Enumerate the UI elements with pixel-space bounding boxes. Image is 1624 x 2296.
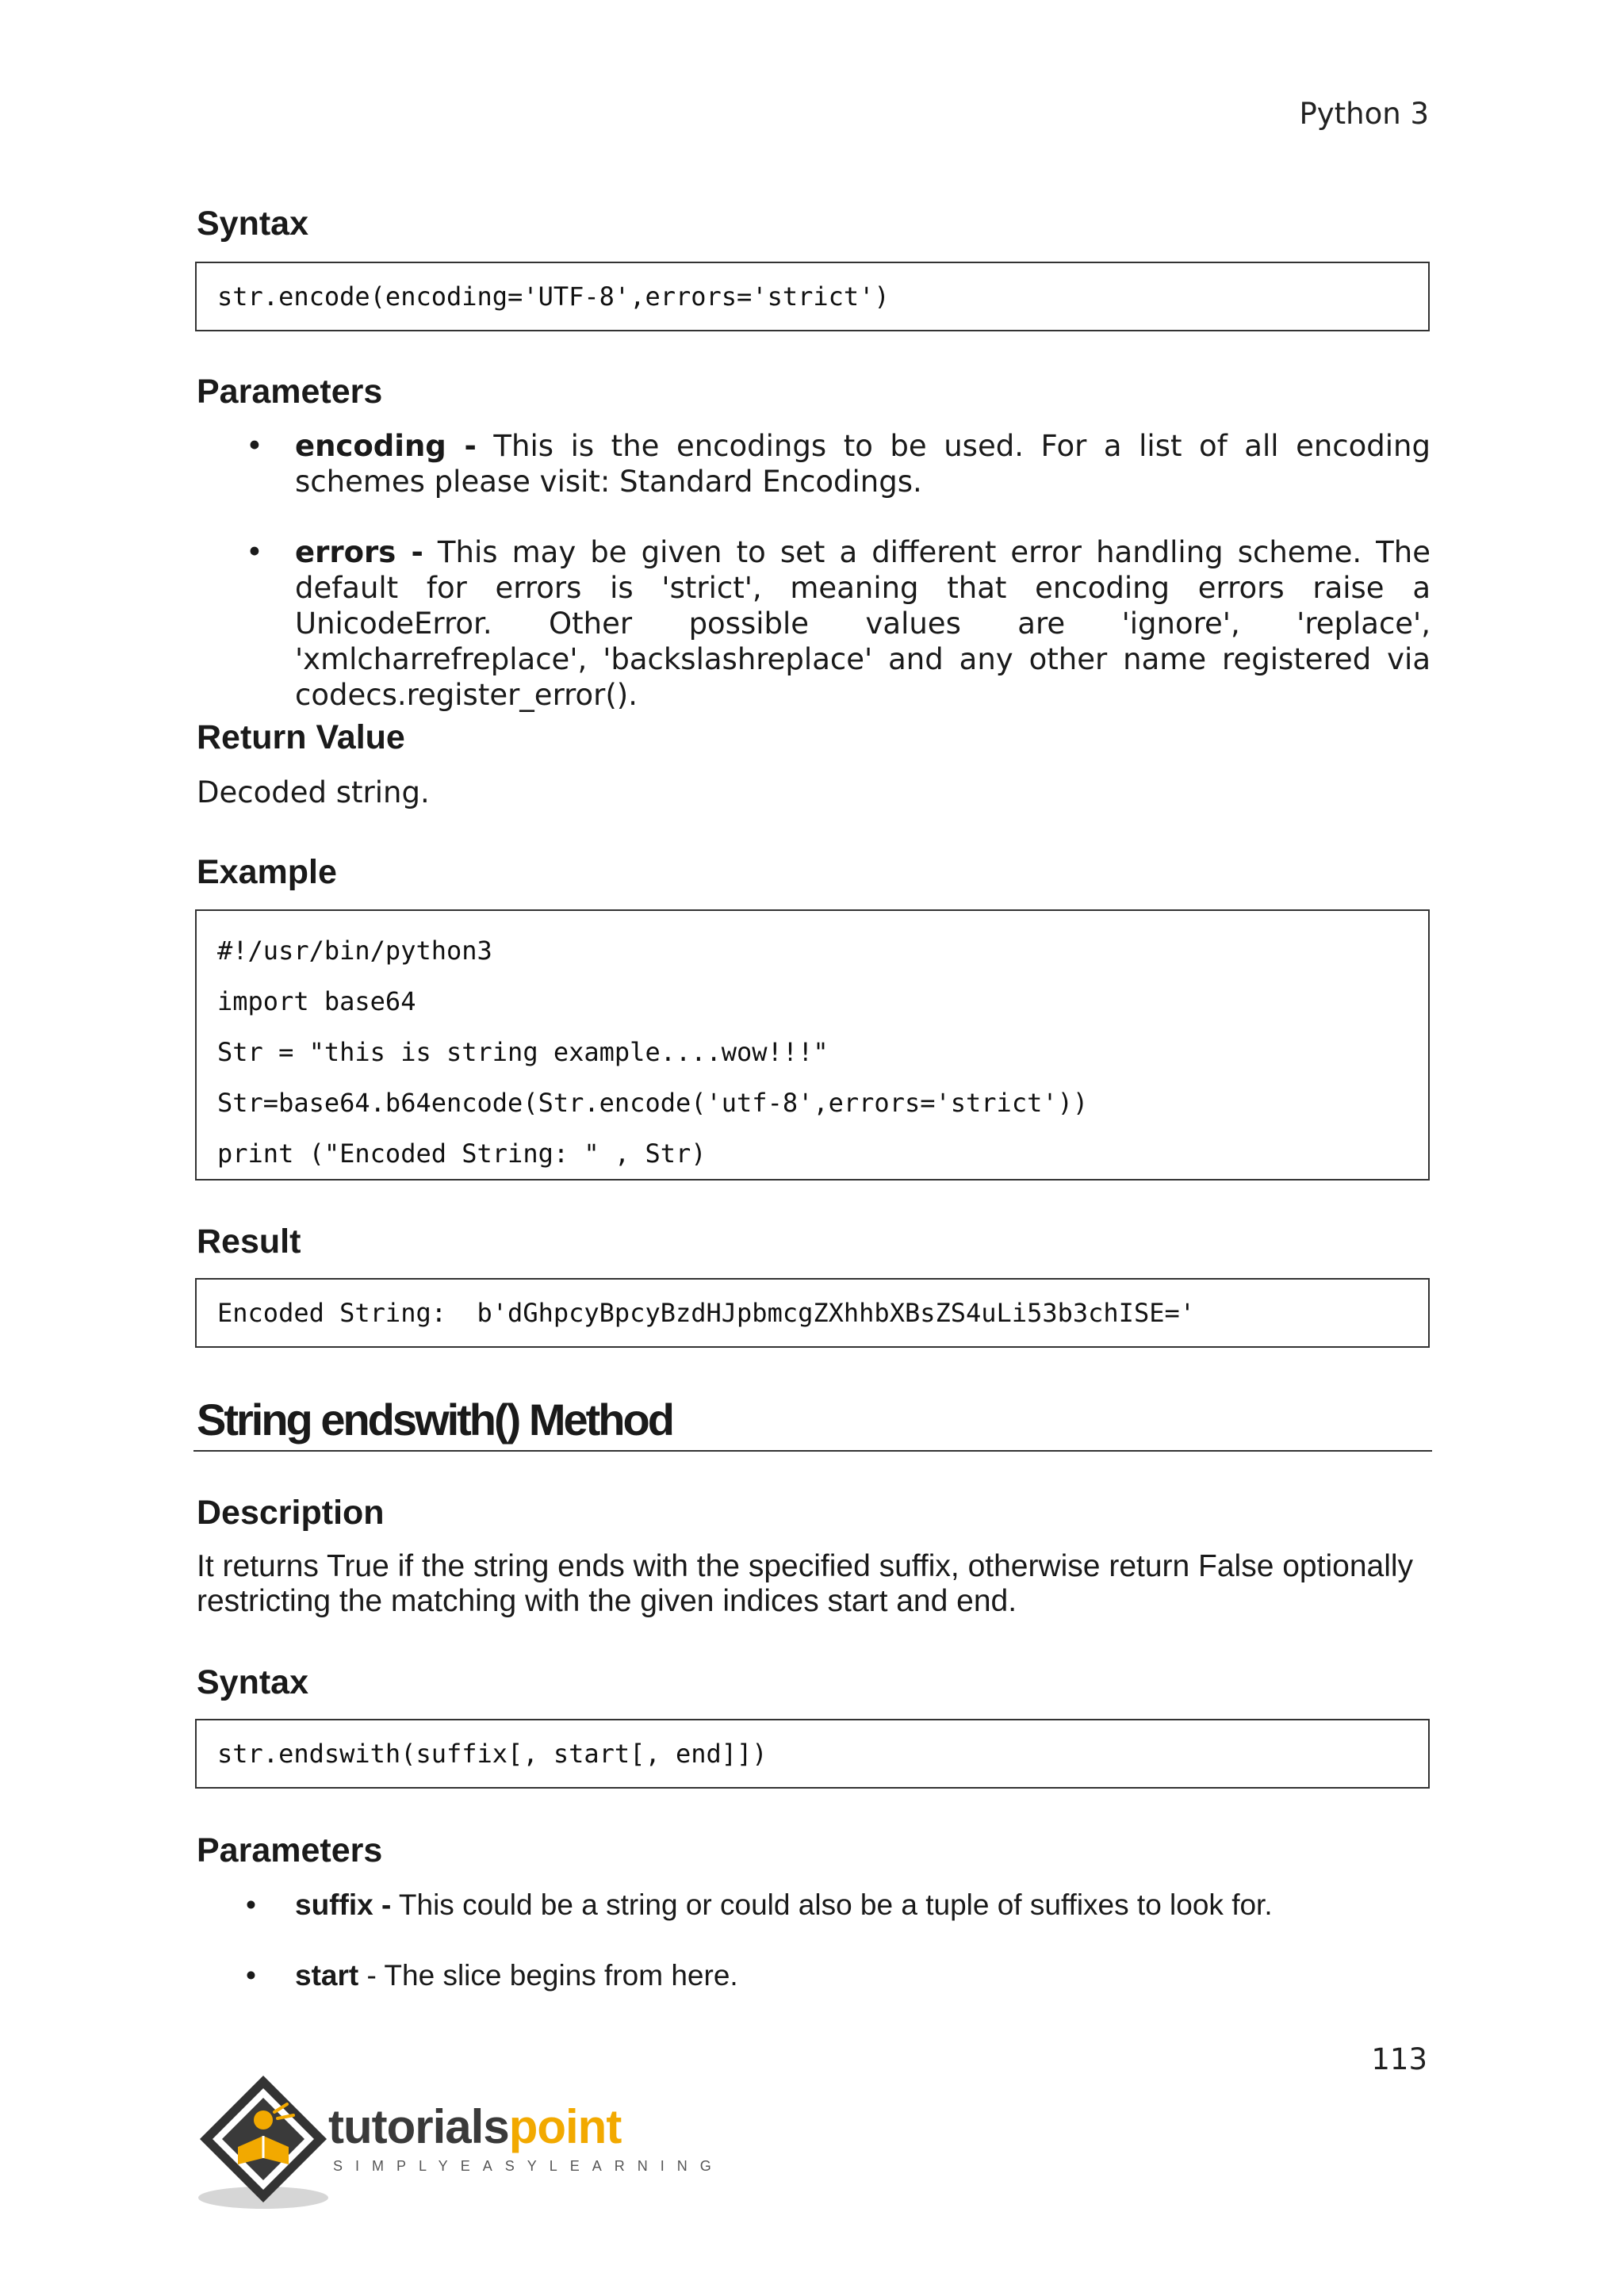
bullet-icon: • bbox=[246, 1959, 256, 1992]
parameters-heading: Parameters bbox=[197, 373, 383, 411]
title-divider bbox=[193, 1450, 1432, 1452]
example-code-box bbox=[195, 909, 1430, 1181]
param-name: errors - bbox=[295, 535, 423, 569]
return-value-text: Decoded string. bbox=[197, 775, 430, 809]
list-item bbox=[197, 1887, 1431, 1923]
syntax-code-box-2 bbox=[195, 1719, 1430, 1789]
list-item bbox=[197, 1957, 1431, 1993]
logo-wordmark bbox=[328, 2099, 621, 2154]
parameters-list-2 bbox=[197, 1887, 1431, 2028]
bullet-icon: • bbox=[246, 1888, 256, 1921]
example-heading: Example bbox=[197, 853, 337, 891]
example-line: #!/usr/bin/python3 bbox=[217, 936, 492, 966]
param-text: This is the encodings to be used. For a list of all encoding schemes please visit: Standard Encodings. bbox=[295, 429, 1431, 499]
description-text: It returns True if the string ends with the specified suffix, otherwise return False optionally restricting the matching with the given indices start and end. bbox=[197, 1549, 1414, 1618]
syntax-code: str.encode(encoding='UTF-8',errors='strict') bbox=[217, 281, 890, 312]
logo-word-point: point bbox=[508, 2100, 622, 2153]
method-title: String endswith() Method bbox=[197, 1395, 672, 1445]
logo-tagline: SIMPLYEASYLEARNING bbox=[333, 2158, 724, 2174]
example-line: Str = "this is string example....wow!!!" bbox=[217, 1037, 829, 1067]
param-name: suffix - bbox=[295, 1888, 392, 1921]
example-line: import base64 bbox=[217, 986, 416, 1016]
bullet-icon: • bbox=[246, 429, 263, 463]
description-heading: Description bbox=[197, 1494, 385, 1532]
logo-diamond-icon bbox=[192, 2071, 335, 2214]
syntax-code-2: str.endswith(suffix[, start[, end]]) bbox=[217, 1739, 768, 1769]
logo-word-tutorials: tutorials bbox=[328, 2100, 509, 2153]
page-number: 113 bbox=[1371, 2042, 1427, 2076]
return-value-heading: Return Value bbox=[197, 718, 405, 756]
list-item bbox=[197, 534, 1431, 713]
example-line: Str=base64.b64encode(Str.encode('utf-8',errors='strict')) bbox=[217, 1088, 1089, 1118]
syntax-code-box bbox=[195, 262, 1430, 331]
result-heading: Result bbox=[197, 1223, 301, 1261]
running-header: Python 3 bbox=[1299, 97, 1429, 131]
syntax-heading: Syntax bbox=[197, 205, 309, 243]
param-text: This may be given to set a different error handling scheme. The default for errors is 'strict', meaning that encoding errors raise a UnicodeError. Other possible values are 'ignore', 'replace', 'xmlcharrefreplace', 'backslashreplace' and any other name registered via codecs.register_error(). bbox=[295, 535, 1431, 712]
list-item bbox=[197, 428, 1431, 499]
parameters-heading-2: Parameters bbox=[197, 1831, 383, 1869]
param-name: encoding - bbox=[295, 429, 477, 463]
syntax-heading-2: Syntax bbox=[197, 1663, 309, 1701]
result-code-box bbox=[195, 1278, 1430, 1348]
parameters-list bbox=[197, 428, 1431, 748]
param-name: start bbox=[295, 1959, 359, 1992]
param-text: - The slice begins from here. bbox=[358, 1959, 738, 1992]
example-line: print ("Encoded String: " , Str) bbox=[217, 1138, 707, 1169]
param-text: This could be a string or could also be a tuple of suffixes to look for. bbox=[391, 1888, 1273, 1921]
result-code: Encoded String: b'dGhpcyBpcyBzdHJpbmcgZXhhbXBsZS4uLi53b3chISE=' bbox=[217, 1298, 1195, 1328]
bullet-icon: • bbox=[246, 535, 263, 569]
tutorialspoint-logo bbox=[192, 2071, 724, 2214]
